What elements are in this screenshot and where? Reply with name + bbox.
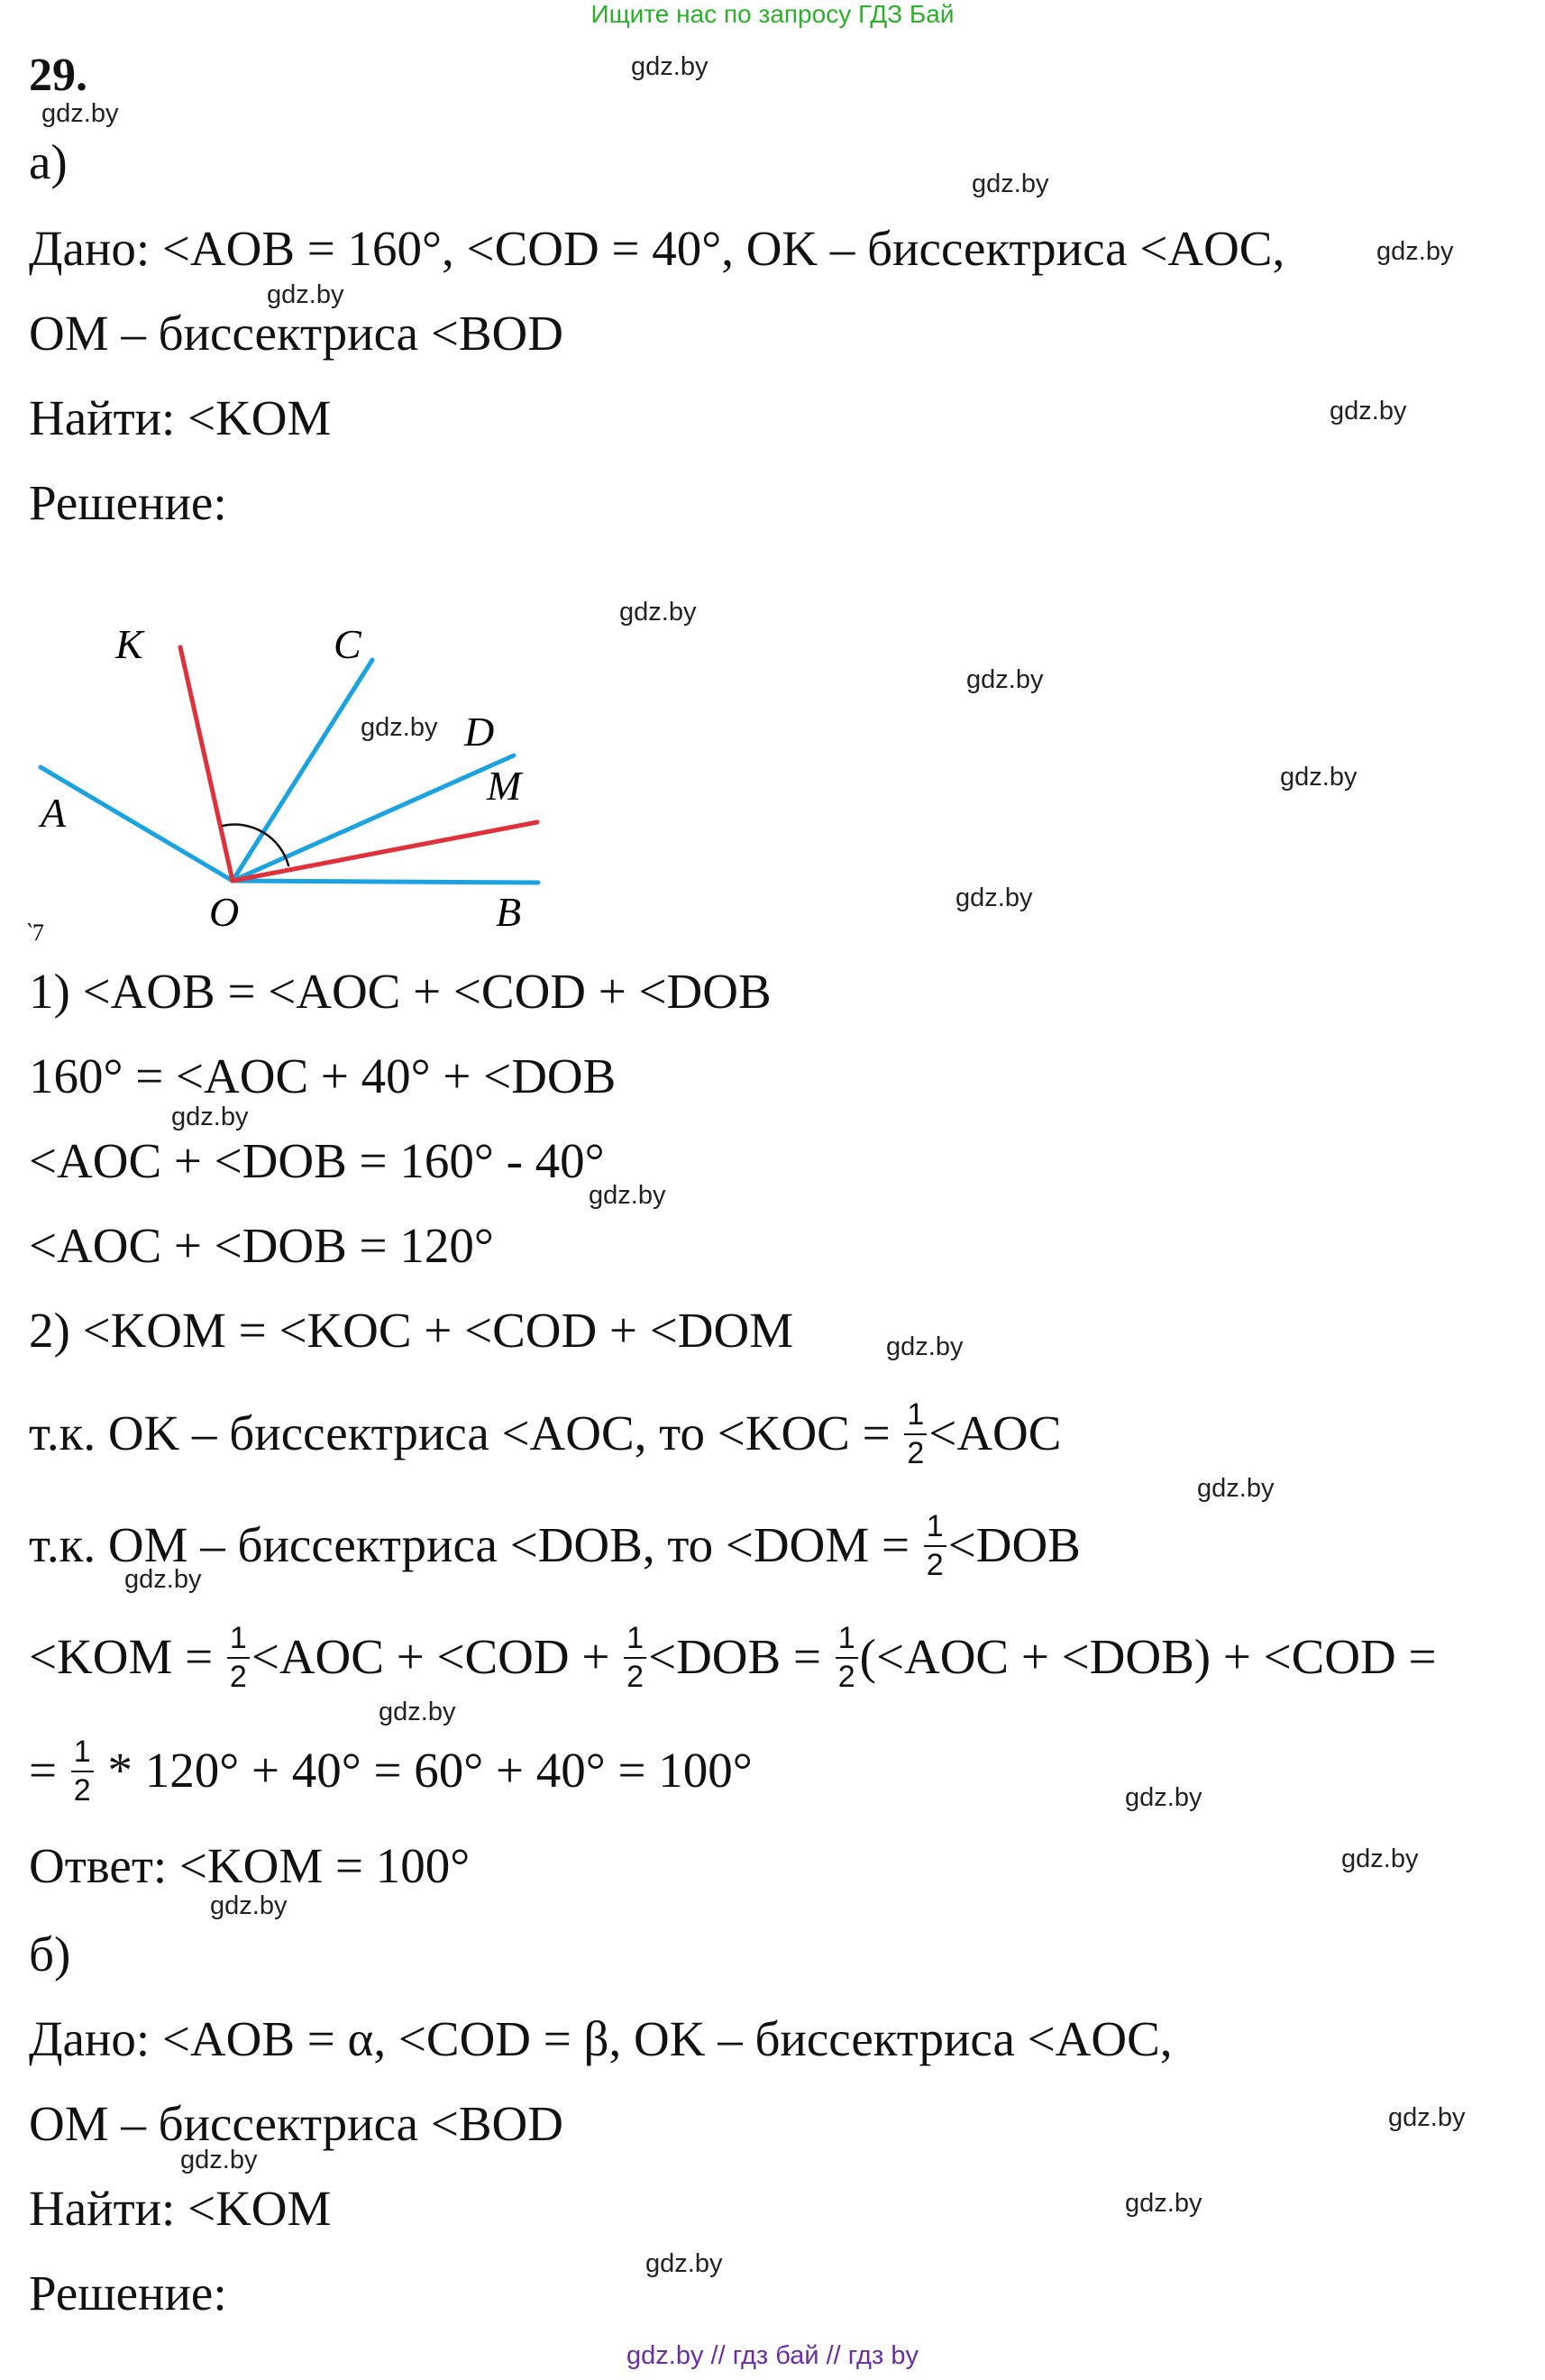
watermark: gdz.by: [966, 665, 1044, 694]
step2-kom-expansion: <KOM = $\frac{1}{2}$ <AOC + <COD + $\frac{1}{2}$ <DOB = $\frac{1}{2}$ (<AOC + <DOB) + <COD =: [29, 1621, 1437, 1694]
watermark: gdz.by: [1125, 1783, 1202, 1812]
label-O: O: [209, 889, 240, 935]
bottom-banner[interactable]: gdz.by // гдз бай // гдз by: [626, 2341, 919, 2370]
watermark: gdz.by: [1280, 763, 1358, 792]
fraction-half: $\frac{1}{2}$: [904, 1399, 927, 1469]
bisector-OK: [180, 647, 233, 881]
watermark: gdz.by: [589, 1181, 666, 1210]
top-banner[interactable]: Ищите нас по запросу ГДЗ Бай: [590, 0, 955, 28]
watermark: gdz.by: [1197, 1474, 1275, 1503]
part-b-given-line2: OM – биссектриса <BOD: [29, 2096, 563, 2151]
part-a-label: а): [29, 134, 68, 189]
part-a-solution-heading: Решение:: [29, 475, 227, 530]
ray-OA: [41, 767, 233, 881]
step2-line1: 2) <KOM = <KOC + <COD + <DOM: [29, 1303, 794, 1358]
part-a-answer: Ответ: <KOM = 100°: [29, 1838, 471, 1893]
watermark: gdz.by: [379, 1698, 456, 1726]
step2-kom-result: = $\frac{1}{2}$ * 120° + 40° = 60° + 40° = 100°: [29, 1735, 753, 1808]
fraction-half: $\frac{1}{2}$: [836, 1623, 858, 1693]
fraction-half: $\frac{1}{2}$: [227, 1623, 250, 1693]
watermark: gdz.by: [124, 1565, 202, 1594]
part-b-given-line1: Дано: <AOB = α, <COD = β, OK – биссектриса <AOC,: [29, 2011, 1173, 2066]
label-M: M: [487, 763, 522, 809]
watermark: gdz.by: [886, 1332, 964, 1361]
fraction-half: $\frac{1}{2}$: [624, 1623, 646, 1693]
watermark: gdz.by: [361, 713, 438, 742]
step1-line3: <AOC + <DOB = 160° - 40°: [29, 1133, 605, 1188]
fraction-half: $\frac{1}{2}$: [71, 1736, 94, 1807]
watermark: gdz.by: [955, 883, 1033, 912]
part-a-given-line2: OM – биссектриса <BOD: [29, 306, 563, 361]
part-a-given-line1: Дано: <AOB = 160°, <COD = 40°, OK – биссектриса <AOC,: [29, 221, 1285, 276]
step1-line2: 160° = <AOC + 40° + <DOB: [29, 1048, 617, 1103]
ray-OB: [233, 881, 538, 883]
label-D: D: [464, 709, 495, 755]
watermark: gdz.by: [267, 280, 344, 309]
watermark: gdz.by: [631, 52, 709, 81]
watermark: gdz.by: [1341, 1844, 1419, 1873]
part-b-label: б): [29, 1927, 71, 1982]
bisector-OM: [233, 822, 537, 881]
watermark: gdz.by: [210, 1891, 288, 1920]
watermark: gdz.by: [1376, 237, 1454, 266]
watermark: gdz.by: [1125, 2189, 1202, 2218]
label-A: A: [41, 790, 67, 836]
label-B: B: [496, 889, 522, 935]
part-b-find: Найти: <KOM: [29, 2181, 332, 2236]
corner-mark: ‵7: [27, 920, 44, 946]
watermark: gdz.by: [972, 169, 1049, 198]
step2-bisector-K: т.к. OK – биссектриса <AOC, то <KOC = $\frac{1}{2}$ <AOC: [29, 1397, 1062, 1470]
label-K: K: [115, 621, 143, 667]
step2-bisector-M: т.к. OM – биссектриса <DOB, то <DOM = $\frac{1}{2}$ <DOB: [29, 1509, 1081, 1582]
part-a-find: Найти: <KOM: [29, 390, 332, 445]
problem-number: 29.: [29, 50, 87, 101]
step1-line4: <AOC + <DOB = 120°: [29, 1218, 494, 1273]
watermark: gdz.by: [41, 99, 119, 128]
watermark: gdz.by: [645, 2249, 723, 2278]
watermark: gdz.by: [180, 2146, 258, 2174]
angle-figure: [0, 577, 631, 947]
watermark: gdz.by: [1388, 2103, 1466, 2132]
watermark: gdz.by: [171, 1103, 249, 1131]
part-b-solution-heading: Решение:: [29, 2266, 227, 2320]
label-C: C: [334, 621, 361, 667]
watermark: gdz.by: [1330, 397, 1407, 426]
step1-line1: 1) <AOB = <AOC + <COD + <DOB: [29, 964, 772, 1019]
fraction-half: $\frac{1}{2}$: [924, 1511, 946, 1581]
watermark: gdz.by: [619, 598, 697, 627]
